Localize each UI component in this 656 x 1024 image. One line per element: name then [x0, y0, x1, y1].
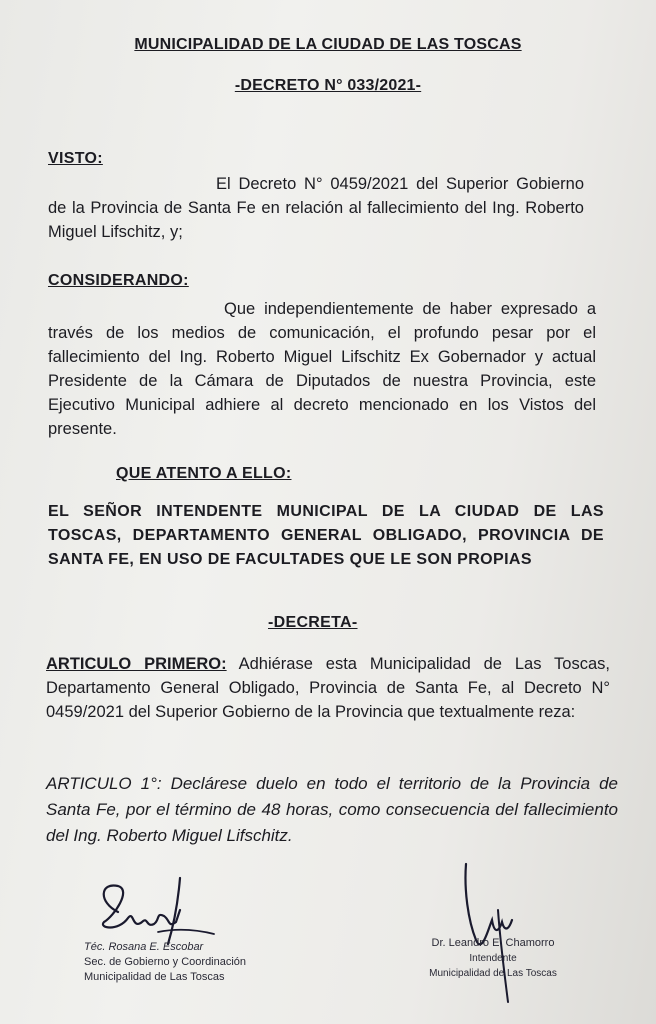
considerando-paragraph: Que independientemente de haber expresado a través de los medios de comunicación, el profundo pesar por el fallecimiento del Ing. Roberto Miguel Lifschitz Ex Gobernador y actual Presidente de la Cámara de Diputados de nuestra Provincia, este Ejecutivo Municipal adhiere al decreto mencionado en los Vistos del presente.: [48, 300, 596, 438]
visto-heading: VISTO:: [48, 150, 103, 167]
considerando-heading: CONSIDERANDO:: [48, 272, 189, 289]
left-signer-name: Téc. Rosana E. Escobar: [84, 941, 204, 953]
intendente-statement: EL SEÑOR INTENDENTE MUNICIPAL DE LA CIUDAD DE LAS TOSCAS, DEPARTAMENTO GENERAL OBLIGADO, PROVINCIA DE SANTA FE, EN USO DE FACULTADES QUE LE SON PROPIAS: [48, 503, 604, 568]
right-signer-name: Dr. Leandro E. Chamorro: [431, 937, 555, 949]
right-signature-scribble: [448, 860, 538, 1010]
visto-paragraph: El Decreto N° 0459/2021 del Superior Gobierno de la Provincia de Santa Fe en relación al fallecimiento del Ing. Roberto Miguel Lifschitz, y;: [48, 175, 584, 241]
que-atento-heading: QUE ATENTO A ELLO:: [116, 465, 292, 482]
left-signer-role: Sec. de Gobierno y Coordinación: [84, 956, 247, 968]
municipality-title: MUNICIPALIDAD DE LA CIUDAD DE LAS TOSCAS: [134, 36, 522, 53]
left-signer-office: Municipalidad de Las Toscas: [84, 971, 225, 983]
decree-number: -DECRETO N° 033/2021-: [234, 77, 422, 94]
articulo-primero-label: ARTICULO PRIMERO:: [46, 655, 227, 673]
decreta-heading: -DECRETA-: [268, 614, 358, 631]
right-signer-role: Intendente: [469, 953, 517, 964]
articulo-primero: [46, 652, 610, 724]
left-signature-block: [84, 940, 246, 985]
right-signer-office: Municipalidad de Las Toscas: [429, 968, 557, 979]
quoted-article: ARTICULO 1°: Declárese duelo en todo el territorio de la Provincia de Santa Fe, por el término de 48 horas, como consecuencia del fallecimiento del Ing. Roberto Miguel Lifschitz.: [46, 774, 618, 845]
articulo-primero-text: Adhiérase esta Municipalidad de Las Toscas, Departamento General Obligado, Provincia de Santa Fe, al Decreto N° 0459/2021 del Superior Gobierno de la Provincia que textualmente reza:: [46, 655, 610, 721]
right-signature-block: [418, 936, 568, 981]
